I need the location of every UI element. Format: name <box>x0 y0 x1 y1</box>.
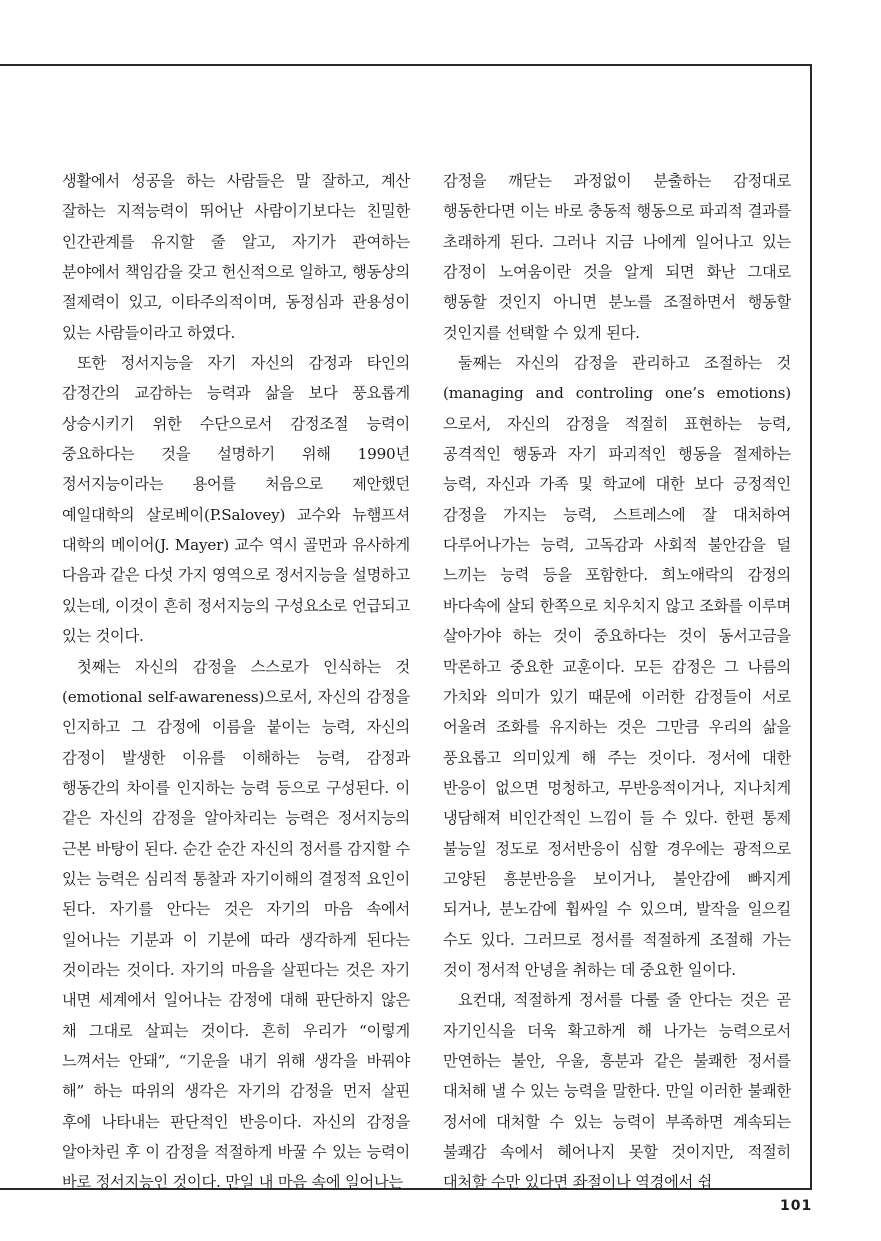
paragraph: 또한 정서지능을 자기 자신의 감정과 타인의 감정간의 교감하는 능력과 삶을 보다 풍요롭게 상승시키기 위한 수단으로서 감정조절 능력이 중요하다는 것을 설명하기 위해 1990년 정서지능이라는 용어를 처음으로 제안했던 예일대학의 살로베이(P.Salovey) 교수와 뉴햄프셔 대학의 메이어(J. Mayer) 교수 역시 골먼과 유사하게 다음과 같은 다섯 가지 영역으로 정서지능을 설명하고 있는데, 이것이 흔히 정서지능의 구성요소로 언급되고 있는 것이다. <box>62 354 410 646</box>
right-column <box>443 166 791 1198</box>
paragraph: 첫째는 자신의 감정을 스스로가 인식하는 것(emotional self-awareness)으로서, 자신의 감정을 인지하고 그 감정에 이름을 붙이는 능력, 자신의 감정이 발생한 이유를 이해하는 능력, 감정과 행동간의 차이를 인지하는 능력 등으로 구성된다. 이 같은 자신의 감정을 알아차리는 능력은 정서지능의 근본 바탕이 된다. 순간 순간 자신의 정서를 감지할 수 있는 능력은 심리적 통찰과 자기이해의 결정적 요인이 된다. 자기를 안다는 것은 자기의 마음 속에서 일어나는 기분과 이 기분에 따라 생각하게 된다는 것이라는 것이다. 자기의 마음을 살핀다는 것은 자기 내면 세계에서 일어나는 감정에 대해 판단하지 않은 채 그대로 살피는 것이다. 흔히 우리가 “이렇게 느껴서는 안돼”, “기운을 내기 위해 생각을 바꿔야 해” 하는 따위의 생각은 자기의 감정을 먼저 살핀 후에 나타내는 판단적인 반응이다. 자신의 감정을 알아차린 후 이 감정을 적절하게 바꿀 수 있는 능력이 바로 정서지능인 것이다. 만일 내 마음 속에 일어나는 <box>62 657 410 1192</box>
top-rule <box>0 64 811 66</box>
page-number: 101 <box>780 1198 813 1214</box>
left-column <box>62 166 410 1198</box>
paragraph: 요컨대, 적절하게 정서를 다룰 줄 안다는 것은 곧 자기인식을 더욱 확고하게 해 나가는 능력으로서 만연하는 불안, 우울, 흥분과 같은 불쾌한 정서를 대처해 낼 수 있는 능력을 말한다. 만일 이러한 불쾌한 정서에 대처할 수 있는 능력이 부족하면 계속되는 불쾌감 속에서 헤어나지 못할 것이지만, 적절히 대처할 수만 있다면 좌절이나 역경에서 쉽 <box>443 991 791 1192</box>
paragraph: 감정을 깨닫는 과정없이 분출하는 감정대로 행동한다면 이는 바로 충동적 행동으로 파괴적 결과를 초래하게 된다. 그러나 지금 나에게 일어나고 있는 감정이 노여움이란 것을 알게 되면 화난 그대로 행동할 것인지 아니면 분노를 조절하면서 행동할 것인지를 선택할 수 있게 된다. <box>443 172 791 342</box>
right-rule <box>810 64 812 1188</box>
paragraph: 생활에서 성공을 하는 사람들은 말 잘하고, 계산 잘하는 지적능력이 뛰어난 사람이기보다는 친밀한 인간관계를 유지할 줄 알고, 자기가 관여하는 분야에서 책임감을 갖고 헌신적으로 일하고, 행동상의 절제력이 있고, 이타주의적이며, 동정심과 관용성이 있는 사람들이라고 하였다. <box>62 172 410 342</box>
paragraph: 둘째는 자신의 감정을 관리하고 조절하는 것(managing and controling one’s emotions)으로서, 자신의 감정을 적절히 표현하는 능력, 공격적인 행동과 자기 파괴적인 행동을 절제하는 능력, 자신과 가족 및 학교에 대한 보다 긍정적인 감정을 가지는 능력, 스트레스에 잘 대처하여 다루어나가는 능력, 고독감과 사회적 불안감을 덜 느끼는 능력 등을 포함한다. 희노애락의 감정의 바다속에 살되 한쪽으로 치우치지 않고 조화를 이루며 살아가야 하는 것이 중요하다는 것이 동서고금을 막론하고 중요한 교훈이다. 모든 감정은 그 나름의 가치와 의미가 있기 때문에 이러한 감정들이 서로 어울려 조화를 유지하는 것은 그만큼 우리의 삶을 풍요롭고 의미있게 해 주는 것이다. 정서에 대한 반응이 없으면 멍청하고, 무반응적이거나, 지나치게 냉담해져 비인간적인 느낌이 들 수 있다. 한편 통제 불능일 정도로 정서반응이 심할 경우에는 광적으로 고양된 흥분반응을 보이거나, 불안감에 빠지게 되거나, 분노감에 휩싸일 수 있으며, 발작을 일으킬 수도 있다. 그러므로 정서를 적절하게 조절해 가는 것이 정서적 안녕을 취하는 데 중요한 일이다. <box>443 354 791 979</box>
